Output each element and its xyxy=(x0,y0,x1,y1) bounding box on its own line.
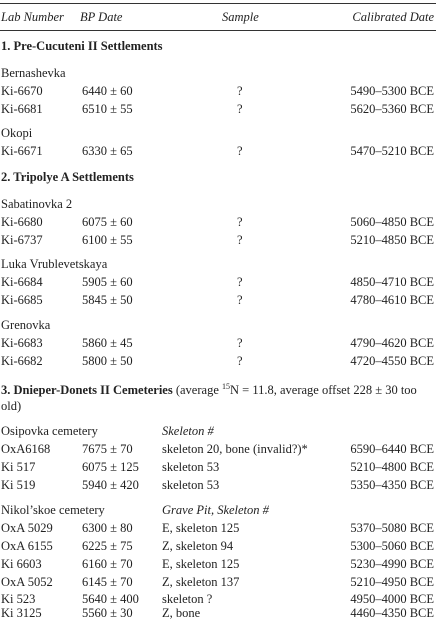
lab-number: Ki-6684 xyxy=(1,275,43,289)
lab-number: Ki-6683 xyxy=(1,336,43,350)
sample: ? xyxy=(237,215,243,229)
section-number: 2. xyxy=(1,170,11,184)
sample: Z, skeleton 94 xyxy=(162,539,234,553)
lab-number: OxA6168 xyxy=(1,442,51,456)
section-note: (average $^{15}$N = 11.8, average offset 228 ± 30 too old) xyxy=(1,382,417,414)
bp-date: 5845 ± 50 xyxy=(82,293,133,307)
site-name: Bernashevka xyxy=(1,66,66,80)
bp-date: 6440 ± 60 xyxy=(82,84,133,98)
sample: skeleton 20, bone (invalid?)* xyxy=(162,442,308,456)
table-row xyxy=(0,334,436,352)
calibrated-date: 5370–5080 BCE xyxy=(350,521,434,535)
sample: Z, skeleton 137 xyxy=(162,575,240,589)
table-row xyxy=(0,458,436,476)
sample: skeleton ? xyxy=(162,592,213,606)
table-row xyxy=(0,555,436,573)
bp-date: 6160 ± 70 xyxy=(82,557,133,571)
bp-date: 6145 ± 70 xyxy=(82,575,133,589)
section-number: 3. xyxy=(1,383,11,398)
sample: skeleton 53 xyxy=(162,460,220,474)
calibrated-date: 5210–4800 BCE xyxy=(350,460,434,474)
sample: ? xyxy=(237,233,243,247)
lab-number: Ki 3125 xyxy=(1,606,42,620)
table-row xyxy=(0,142,436,160)
site-name: Nikol’skoe cemetery xyxy=(1,503,105,517)
lab-number: Ki 6603 xyxy=(1,557,42,571)
lab-number: Ki-6670 xyxy=(1,84,43,98)
sample: ? xyxy=(237,354,243,368)
bp-date: 6300 ± 80 xyxy=(82,521,133,535)
section-title: Tripolye A Settlements xyxy=(13,170,134,184)
bp-date: 5860 ± 45 xyxy=(82,336,133,350)
sample: ? xyxy=(237,293,243,307)
calibrated-date: 5490–5300 BCE xyxy=(350,84,434,98)
table-row xyxy=(0,604,436,622)
bp-date: 6075 ± 125 xyxy=(82,460,139,474)
table-row xyxy=(0,231,436,249)
table-row xyxy=(0,440,436,458)
table-header xyxy=(0,8,436,26)
bp-date: 5560 ± 30 xyxy=(82,606,133,620)
lab-number: Ki 519 xyxy=(1,478,36,492)
calibrated-date: 5210–4950 BCE xyxy=(350,575,434,589)
sample-subheading: Skeleton # xyxy=(162,424,214,438)
header-sample: Sample xyxy=(222,10,259,24)
calibrated-date: 5060–4850 BCE xyxy=(350,215,434,229)
lab-number: Ki-6737 xyxy=(1,233,43,247)
lab-number: Ki-6685 xyxy=(1,293,43,307)
section-heading xyxy=(1,379,431,414)
sample: ? xyxy=(237,84,243,98)
calibrated-date: 5210–4850 BCE xyxy=(350,233,434,247)
header-lab-number: Lab Number xyxy=(1,10,64,24)
lab-number: Ki-6682 xyxy=(1,354,43,368)
calibrated-date: 4850–4710 BCE xyxy=(350,275,434,289)
calibrated-date: 5470–5210 BCE xyxy=(350,144,434,158)
section-heading xyxy=(1,169,431,185)
header-bp-date: BP Date xyxy=(80,10,123,24)
sample: E, skeleton 125 xyxy=(162,521,240,535)
sample: ? xyxy=(237,144,243,158)
calibrated-date: 4460–4350 BCE xyxy=(350,606,434,620)
bp-date: 6225 ± 75 xyxy=(82,539,133,553)
bp-date: 5940 ± 420 xyxy=(82,478,139,492)
bp-date: 6100 ± 55 xyxy=(82,233,133,247)
table-row xyxy=(0,476,436,494)
table-top-rule xyxy=(0,3,436,4)
lab-number: Ki-6671 xyxy=(1,144,43,158)
bp-date: 6075 ± 60 xyxy=(82,215,133,229)
site-name: Grenovka xyxy=(1,318,51,332)
section-number: 1. xyxy=(1,39,11,53)
sample: E, skeleton 125 xyxy=(162,557,240,571)
lab-number: OxA 6155 xyxy=(1,539,53,553)
table-row xyxy=(0,291,436,309)
table-row xyxy=(0,519,436,537)
lab-number: Ki-6680 xyxy=(1,215,43,229)
section-title: Pre-Cucuteni II Settlements xyxy=(13,39,163,53)
calibrated-date: 6590–6440 BCE xyxy=(350,442,434,456)
calibrated-date: 5230–4990 BCE xyxy=(350,557,434,571)
calibrated-date: 4790–4620 BCE xyxy=(350,336,434,350)
header-calibrated-date: Calibrated Date xyxy=(352,10,434,24)
lab-number: Ki-6681 xyxy=(1,102,43,116)
bp-date: 5640 ± 400 xyxy=(82,592,139,606)
lab-number: OxA 5052 xyxy=(1,575,53,589)
site-name: Okopi xyxy=(1,126,33,140)
calibrated-date: 5620–5360 BCE xyxy=(350,102,434,116)
bp-date: 6510 ± 55 xyxy=(82,102,133,116)
table-row xyxy=(0,573,436,591)
section-title: Dnieper-Donets II Cemeteries xyxy=(13,383,173,398)
lab-number: OxA 5029 xyxy=(1,521,53,535)
site-name: Sabatinovka 2 xyxy=(1,197,73,211)
lab-number: Ki 523 xyxy=(1,592,36,606)
sample: ? xyxy=(237,275,243,289)
bp-date: 7675 ± 70 xyxy=(82,442,133,456)
bp-date: 5800 ± 50 xyxy=(82,354,133,368)
sample-subheading: Grave Pit, Skeleton # xyxy=(162,503,269,517)
table-row xyxy=(0,100,436,118)
table-row xyxy=(0,213,436,231)
sample: ? xyxy=(237,102,243,116)
calibrated-date: 4950–4000 BCE xyxy=(350,592,434,606)
table-row xyxy=(0,537,436,555)
table-row xyxy=(0,352,436,370)
sample: ? xyxy=(237,336,243,350)
table-row xyxy=(0,82,436,100)
calibrated-date: 5350–4350 BCE xyxy=(350,478,434,492)
sample: skeleton 53 xyxy=(162,478,220,492)
calibrated-date: 4720–4550 BCE xyxy=(350,354,434,368)
bp-date: 6330 ± 65 xyxy=(82,144,133,158)
bp-date: 5905 ± 60 xyxy=(82,275,133,289)
site-name: Luka Vrublevetskaya xyxy=(1,257,108,271)
sample: Z, bone xyxy=(162,606,201,620)
table-row xyxy=(0,273,436,291)
lab-number: Ki 517 xyxy=(1,460,36,474)
section-heading xyxy=(1,38,431,54)
header-bottom-rule xyxy=(0,30,436,31)
site-name: Osipovka cemetery xyxy=(1,424,98,438)
calibrated-date: 4780–4610 BCE xyxy=(350,293,434,307)
calibrated-date: 5300–5060 BCE xyxy=(350,539,434,553)
